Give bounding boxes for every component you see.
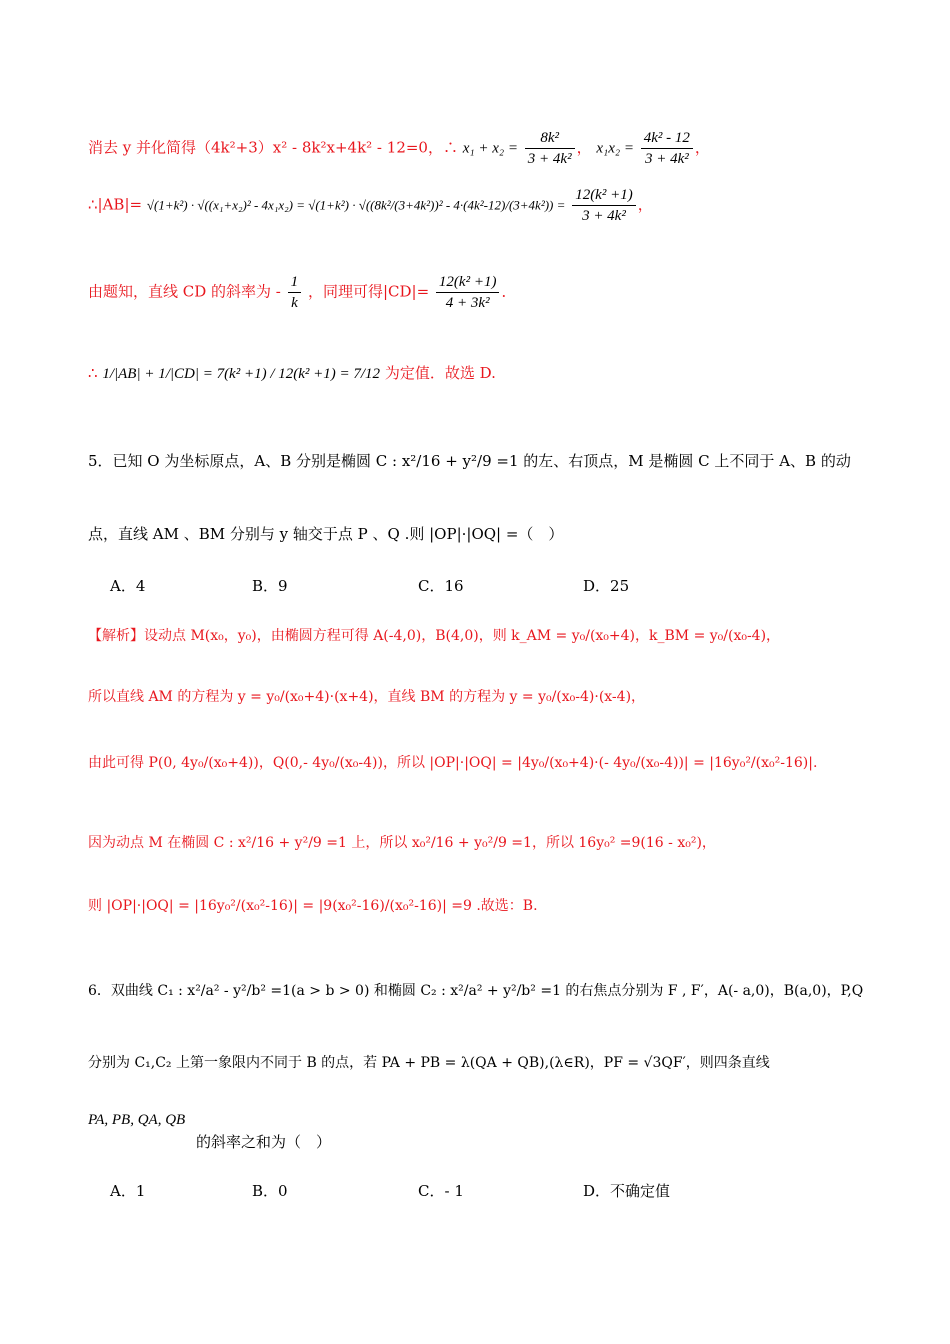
sol4-line3: 由题知，直线 CD 的斜率为 - $\frac{1}{k}$ ，同理可得|CD|= $\frac{\text{12(k² +1)}}{\text{4 + 3k²}}$ ． (88, 274, 517, 311)
sol4-line1: 消去 y 并化简得（4k²+3）x² - 8k²x+4k² - 12=0，∴ x₁ + x₂ = $\frac{\text{8k²}}{\text{3 + 4k²}}$ ， x₁x₂ = $\frac{\text{4k² - 12}}{\text{3 + 4k²}}$ ， (88, 130, 710, 167)
q5-solution-line3: 由此可得 P(0, 4y₀/(x₀+4))，Q(0,- 4y₀/(x₀-4))，所以 |OP|·|OQ| = |4y₀/(x₀+4)·(- 4y₀/(x₀-4))| = |16y₀²/(x₀²-16)|. (88, 755, 818, 771)
q6-stem-line2: 分别为 C₁,C₂ 上第一象限内不同于 B 的点，若 PA + PB = λ(QA + QB),(λ∈R)，PF = √3QF′，则四条直线 (88, 1055, 770, 1071)
q6-option-d[interactable]: D．不确定值 (583, 1182, 671, 1200)
q5-option-b[interactable]: B．9 (252, 577, 288, 595)
q5-solution-line5: 则 |OP|·|OQ| = |16y₀²/(x₀²-16)| = |9(x₀²-16)/(x₀²-16)| =9 .故选：B. (88, 898, 538, 914)
q6-option-c[interactable]: C．- 1 (418, 1182, 464, 1200)
q5-option-a[interactable]: A．4 (110, 577, 146, 595)
q5-option-d[interactable]: D．25 (583, 577, 630, 595)
sol4-line4: ∴ 1/|AB| + 1/|CD| = 7(k² +1) / 12(k² +1) = 7/12 为定值．故选 D. (88, 364, 496, 382)
q5-stem-line1: 5．已知 O 为坐标原点，A、B 分别是椭圆 C : x²/16 + y²/9 =1 的左、右顶点，M 是椭圆 C 上不同于 A、B 的动 (88, 452, 851, 470)
q6-option-b[interactable]: B．0 (252, 1182, 288, 1200)
q6-option-a[interactable]: A．1 (110, 1182, 146, 1200)
q5-solution-line1: 【解析】设动点 M(x₀，y₀)，由椭圆方程可得 A(-4,0)，B(4,0)，则 k_AM = y₀/(x₀+4)，k_BM = y₀/(x₀-4)， (88, 628, 781, 644)
q5-stem-line2: 点，直线 AM 、BM 分别与 y 轴交于点 P 、Q .则 |OP|·|OQ| =（ ） (88, 525, 564, 543)
q6-stem-line3b: 的斜率之和为（ ） (196, 1133, 332, 1151)
q5-solution-line4: 因为动点 M 在椭圆 C : x²/16 + y²/9 =1 上，所以 x₀²/16 + y₀²/9 =1，所以 16y₀² =9(16 - x₀²)， (88, 835, 716, 851)
q6-stem-line1: 6．双曲线 C₁ : x²/a² - y²/b² =1(a > b > 0) 和椭圆 C₂ : x²/a² + y²/b² =1 的右焦点分别为 F , F′，A(- a,0)，B(a,0)，P,Q (88, 983, 864, 999)
q6-stem-line3a: PA, PB, QA, QB (88, 1112, 186, 1128)
q5-option-c[interactable]: C．16 (418, 577, 464, 595)
sol4-line2: ∴|AB|= √(1+k²) · √((x₁+x₂)² - 4x₁x₂) = √(1+k²) · √((8k²/(3+4k²))² - 4·(4k²-12)/(3+4k²)) = $\frac{\text{12(k² +1)}}{\text{3 + 4k²}}$ ， (88, 187, 653, 224)
q5-solution-line2: 所以直线 AM 的方程为 y = y₀/(x₀+4)·(x+4)，直线 BM 的方程为 y = y₀/(x₀-4)·(x-4)， (88, 689, 646, 705)
